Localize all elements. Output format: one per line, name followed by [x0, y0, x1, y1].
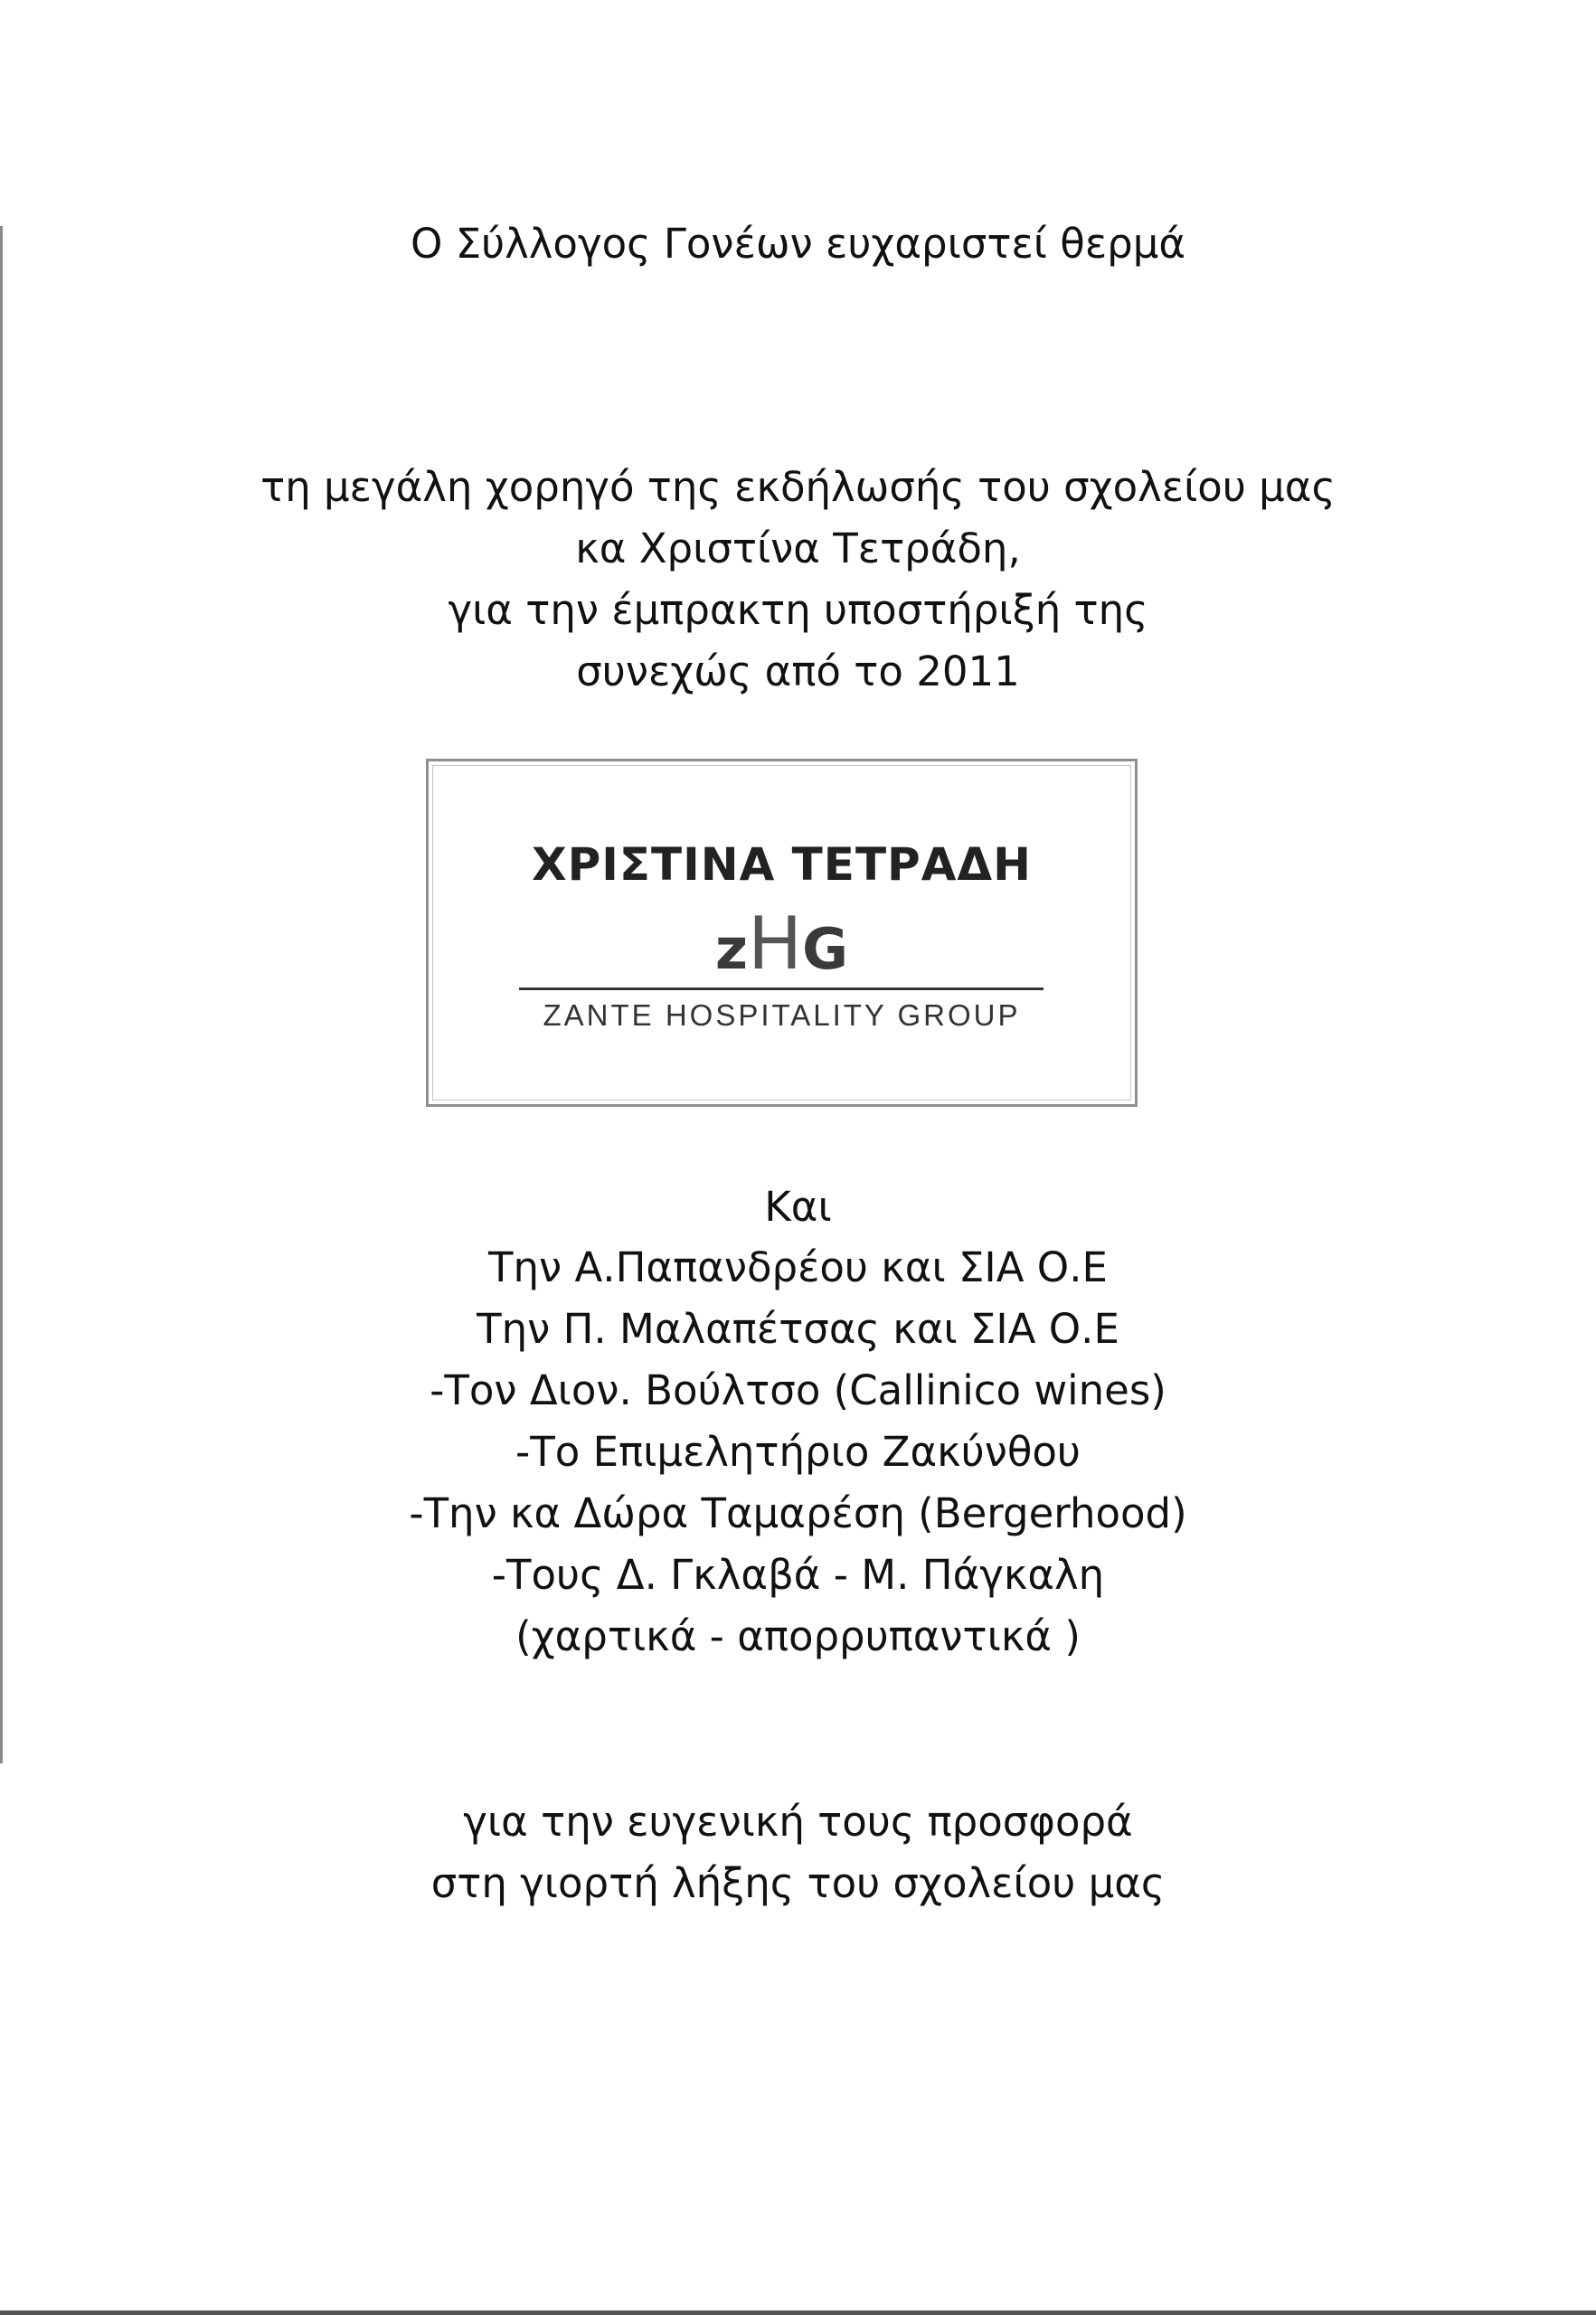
thanks-intro: Και — [764, 1183, 832, 1231]
closing-line-1: για την ευγενική τους προσφορά — [463, 1798, 1133, 1846]
scan-edge-bottom — [0, 2310, 1596, 2315]
sponsor-line-1: τη μεγάλη χορηγό της εκδήλωσής του σχολείου μας — [260, 463, 1336, 511]
sponsor-logo-box — [426, 759, 1138, 1107]
thanks-item-7: (χαρτικά - απορρυπαντικά ) — [515, 1612, 1081, 1660]
page-heading: Ο Σύλλογος Γονέων ευχαριστεί θερμά — [410, 220, 1186, 268]
thanks-item-6: -Τους Δ. Γκλαβά - Μ. Πάγκαλη — [491, 1551, 1105, 1599]
thanks-item-2: Την Π. Μαλαπέτσας και ΣΙΑ Ο.Ε — [477, 1305, 1119, 1353]
thanks-item-4: -Το Επιμελητήριο Ζακύνθου — [515, 1428, 1081, 1476]
sponsor-line-3: για την έμπρακτη υποστήριξή της — [448, 586, 1148, 634]
logo-mark-z: z — [714, 916, 749, 982]
logo-name: ΧΡΙΣΤΙΝΑ ΤΕΤΡΑΔΗ — [532, 838, 1032, 891]
logo-mark — [429, 902, 1135, 986]
logo-mark-g: G — [802, 916, 849, 982]
closing-line-2: στη γιορτή λήξης του σχολείου μας — [430, 1859, 1166, 1907]
logo-tagline: ZANTE HOSPITALITY GROUP — [543, 998, 1021, 1032]
sponsor-line-2: κα Χριστίνα Τετράδη, — [575, 524, 1021, 572]
logo-mark-h: H — [748, 902, 803, 986]
thanks-item-5: -Την κα Δώρα Ταμαρέση (Bergerhood) — [409, 1489, 1187, 1537]
sponsor-line-4: συνεχώς από το 2011 — [576, 647, 1020, 695]
logo-divider — [519, 987, 1044, 990]
thanks-item-1: Την Α.Παπανδρέου και ΣΙΑ Ο.Ε — [488, 1243, 1108, 1291]
thanks-item-3: -Τον Διον. Βούλτσο (Callinico wines) — [430, 1366, 1166, 1414]
